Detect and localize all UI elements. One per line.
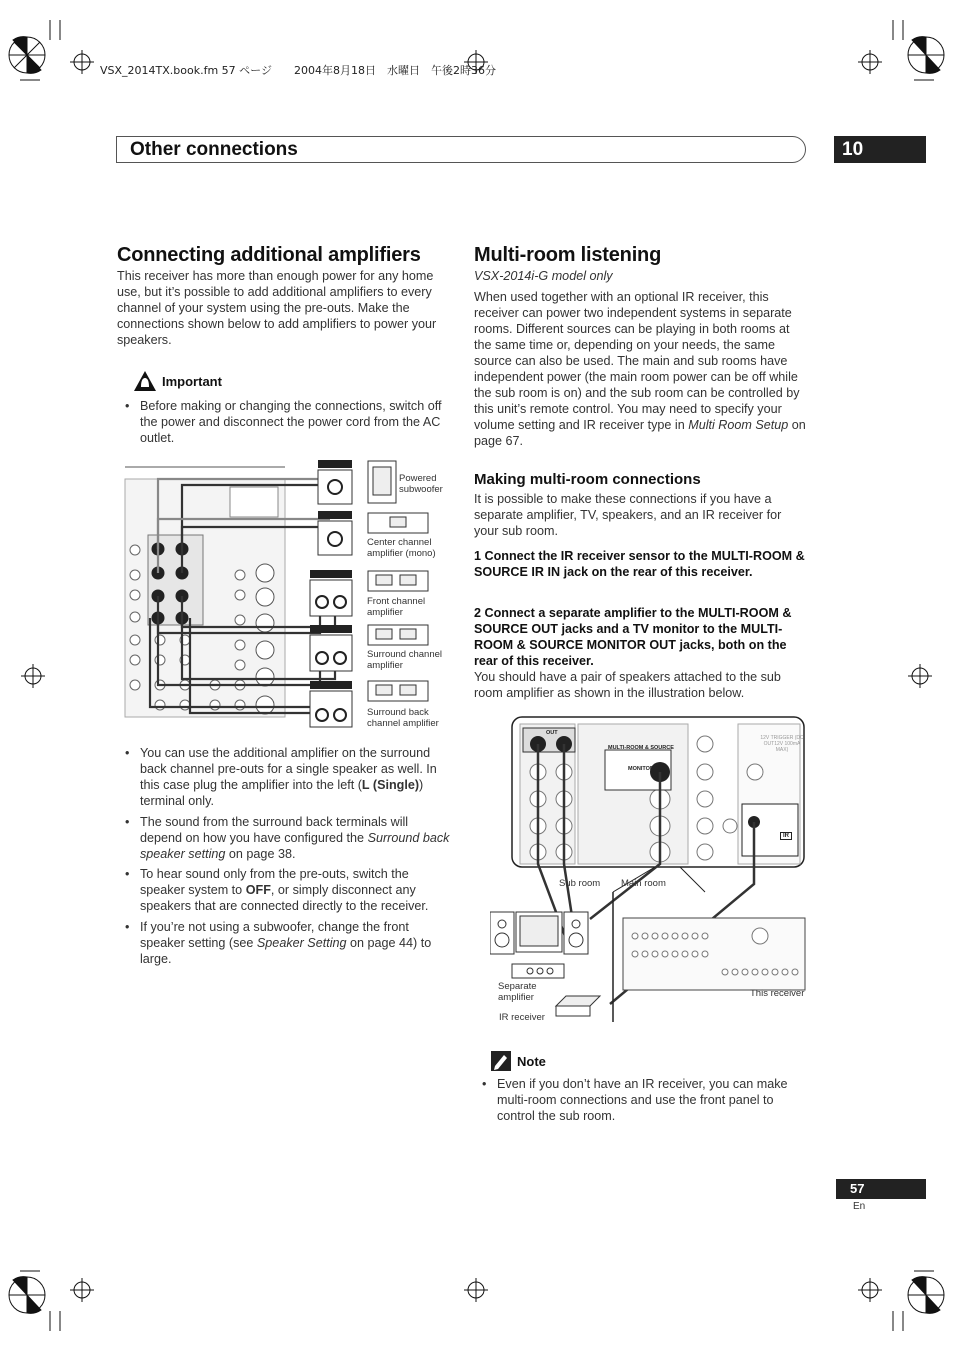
step-2-body: You should have a pair of speakers attached to the sub room amplifier as shown in the illustration below. <box>474 670 781 700</box>
bullet-single-speaker: • You can use the additional amplifier on the surround back channel pre-outs for a single speaker as well. In this case plug the amplifier into the left (L (Single)) terminal only. <box>117 745 453 809</box>
label-trigger: 12V TRIGGER (DC OUT12V 100mA MAX) <box>760 735 804 753</box>
important-bullet: • Before making or changing the connections, switch off the power and disconnect the power cord from the AC outlet. <box>117 398 453 446</box>
label-ir-receiver: IR receiver <box>499 1012 545 1023</box>
label-surround-back-amp: Surround back channel amplifier <box>367 707 439 729</box>
multiroom-connection-diagram <box>490 714 808 1026</box>
label-center-amp: Center channel amplifier (mono) <box>367 537 436 559</box>
label-multi-room-source: MULTI-ROOM & SOURCE <box>608 745 674 751</box>
label-surround-amp: Surround channel amplifier <box>367 649 442 671</box>
important-icon <box>133 370 157 392</box>
note-bullet: • Even if you don’t have an IR receiver, you can make multi-room connections and use the front panel to control the sub room. <box>474 1076 806 1124</box>
chapter-number: 10 <box>834 136 926 163</box>
language-code: En <box>853 1201 866 1212</box>
label-ir: IR <box>780 832 792 840</box>
label-powered-subwoofer: Powered subwoofer <box>399 473 443 495</box>
note-icon <box>490 1050 512 1072</box>
right-intro: When used together with an optional IR receiver, this receiver can power two independent systems in separate rooms. Different sources can be playing in both rooms at the same time or, depending on your needs, the same source can also be used. The main and sub rooms have independent power (the main room power can be off while the sub room is on) and the sub room can be controlled by this unit’s remote control. You may need to specify your volume setting and IR receiver type in Multi Room Setup on page 67. <box>474 290 806 448</box>
multiroom-subheading: Making multi-room connections <box>474 471 701 488</box>
important-label: Important <box>162 374 222 389</box>
right-heading: Multi-room listening <box>474 244 662 266</box>
label-sub-room: Sub room <box>559 878 601 889</box>
label-front-amp: Front channel amplifier <box>367 596 426 618</box>
note-list <box>474 1076 806 1129</box>
bullet-speaker-off: • To hear sound only from the pre-outs, switch the speaker system to OFF, or simply disconnect any speakers that are connected directly to the receiver. <box>117 866 453 914</box>
left-bullet-list <box>117 745 453 971</box>
multiroom-sub-intro: It is possible to make these connections if you have a separate amplifier, TV, speakers, and an IR receiver for your sub room. <box>474 492 782 538</box>
label-main-room: Main room <box>621 878 666 889</box>
important-list <box>117 398 453 451</box>
section-title: Other connections <box>130 139 298 160</box>
note-label: Note <box>517 1054 546 1069</box>
left-intro: This receiver has more than enough power for any home use, but it’s possible to add additional amplifiers to every channel of your system using the pre-outs. Make the connections shown below to add amplifiers to power your speakers. <box>117 269 437 347</box>
print-header: VSX_2014TX.book.fm 57 ページ 2004年8月18日 水曜日 午後2時36分 <box>100 64 496 77</box>
page-number: 57 <box>836 1179 926 1199</box>
label-this-receiver: This receiver <box>750 988 805 999</box>
analog-inputs <box>310 460 352 727</box>
bullet-surround-back: • The sound from the surround back terminals will depend on how you have configured the Surround back speaker setting on page 38. <box>117 814 453 862</box>
label-out: OUT <box>546 730 558 736</box>
model-note: VSX-2014i-G model only <box>474 269 613 283</box>
label-monitor-out: MONITOR OUT <box>628 766 668 772</box>
bullet-no-subwoofer: • If you’re not using a subwoofer, change the front speaker setting (see Speaker Setting on page 44) to large. <box>117 919 453 967</box>
label-separate-amplifier: Separate amplifier <box>498 981 537 1003</box>
amplifier-connection-diagram <box>120 455 450 735</box>
step-1: 1 Connect the IR receiver sensor to the MULTI-ROOM & SOURCE IR IN jack on the rear of this receiver. <box>474 549 805 579</box>
step-2: 2 Connect a separate amplifier to the MULTI-ROOM & SOURCE OUT jacks and a TV monitor to the MULTI-ROOM & SOURCE MONITOR OUT jacks, both on the rear of this receiver. <box>474 606 792 668</box>
left-heading: Connecting additional amplifiers <box>117 244 421 266</box>
